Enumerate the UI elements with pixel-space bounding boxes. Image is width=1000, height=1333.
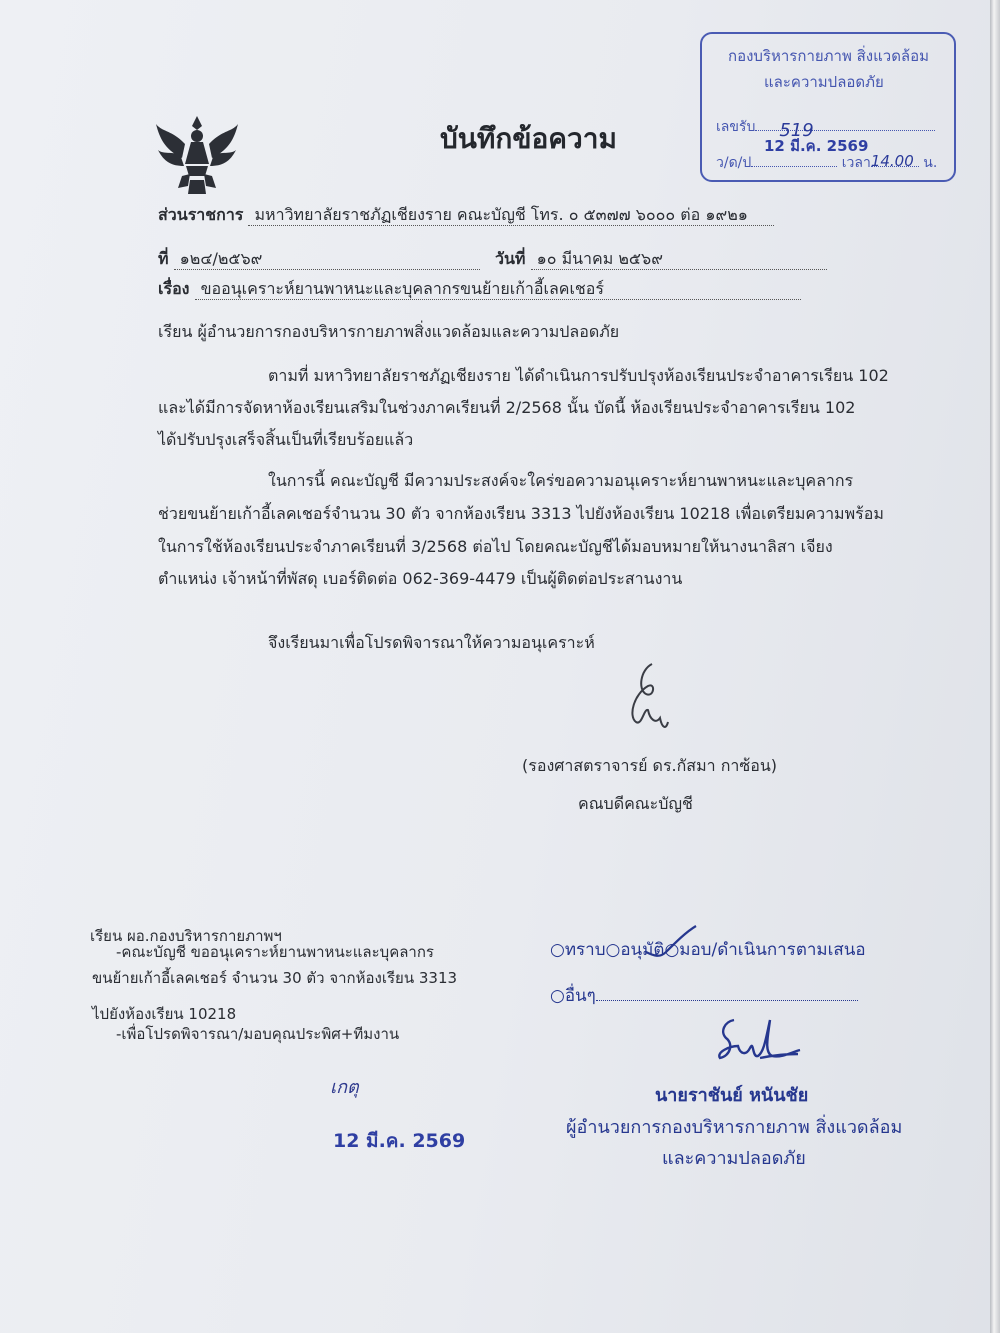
dean-signature-icon: [620, 660, 680, 732]
body-paragraph1-line3: ได้ปรับปรุงเสร็จสิ้นเป็นที่เรียบร้อยแล้ว: [158, 430, 414, 449]
option-approve: ○อนุมัติ: [605, 940, 665, 960]
subject-value: ขออนุเคราะห์ยานพาหนะและบุคลากรขนย้ายเก้าอี้เลคเชอร์: [195, 279, 801, 300]
endorsement-date: 12 มี.ค. 2569: [333, 1130, 466, 1152]
reference-row: [158, 249, 480, 270]
body-paragraph2-line3: ในการใช้ห้องเรียนประจำภาคเรียนที่ 3/2568 ต่อไป โดยคณะบัญชีได้มอบหมายให้นางนาลิสา เจียง: [158, 537, 833, 556]
endorsement-line4: ไปยังห้องเรียน 10218: [92, 1005, 237, 1023]
subject-row: [158, 279, 801, 300]
body-paragraph2-line2: ช่วยขนย้ายเก้าอี้เลคเชอร์จำนวน 30 ตัว จากห้องเรียน 3313 ไปยังห้องเรียน 10218 เพื่อเตรียมความพร้อม: [158, 504, 884, 523]
director-signature-icon: [712, 1012, 804, 1068]
body-paragraph1-line1: ตามที่ มหาวิทยาลัยราชภัฏเชียงราย ได้ดำเนินการปรับปรุงห้องเรียนประจำอาคารเรียน 102: [268, 366, 889, 385]
date-label: วันที่: [495, 249, 526, 268]
director-name: นายราชันย์ หนันชัย: [655, 1085, 809, 1106]
date-row: [495, 249, 827, 270]
dean-name: (รองศาสตราจารย์ ดร.กัสมา กาซ้อน): [522, 756, 778, 775]
stamp-time-value: 14.00: [870, 152, 914, 170]
endorsement-line3: ขนย้ายเก้าอี้เลคเชอร์ จำนวน 30 ตัว จากห้องเรียน 3313: [92, 969, 458, 987]
body-paragraph1-line2: และได้มีการจัดหาห้องเรียนเสริมในช่วงภาคเรียนที่ 2/2568 นั้น บัดนี้ ห้องเรียนประจำอาคารเรียน 102: [158, 398, 856, 417]
decision-options: [550, 940, 866, 960]
endorsement-line5: -เพื่อโปรดพิจารณา/มอบคุณประพิศ+ทีมงาน: [116, 1025, 400, 1043]
endorsement-initials: เกตุ: [330, 1077, 359, 1098]
option-assign: ○มอบ/ดำเนินการตามเสนอ: [664, 940, 866, 960]
agency-row: [158, 205, 774, 226]
dean-position: คณบดีคณะบัญชี: [578, 794, 693, 813]
body-paragraph2-line1: ในการนี้ คณะบัญชี มีความประสงค์จะใคร่ขอความอนุเคราะห์ยานพาหนะและบุคลากร: [268, 471, 854, 490]
closing-line: จึงเรียนมาเพื่อโปรดพิจารณาให้ความอนุเคราะห์: [268, 633, 595, 652]
subject-label: เรื่อง: [158, 279, 190, 298]
paper-edge: [990, 0, 1000, 1333]
agency-label: ส่วนราชการ: [158, 205, 244, 224]
reference-value: ๑๒๔/๒๕๖๙: [174, 249, 480, 270]
director-position-line1: ผู้อำนวยการกองบริหารกายภาพ สิ่งแวดล้อม: [566, 1117, 903, 1138]
stamp-receive-label: เลขรับ: [716, 119, 756, 135]
garuda-emblem-icon: [152, 110, 242, 200]
approve-checkmark-icon: [640, 922, 700, 962]
reference-label: ที่: [158, 249, 169, 268]
option-acknowledge: ○ทราบ: [550, 940, 606, 960]
stamp-org-line2: และความปลอดภัย: [764, 73, 884, 91]
stamp-date-row: [716, 152, 937, 174]
stamp-receive-number: 519: [779, 120, 814, 141]
stamp-date: 12 มี.ค. 2569: [764, 137, 869, 155]
endorsement-line1: เรียน ผอ.กองบริหารกายภาพฯ: [90, 927, 282, 945]
stamp-time-suffix: น.: [923, 155, 938, 171]
date-value: ๑๐ มีนาคม ๒๕๖๙: [531, 249, 827, 270]
director-position-line2: และความปลอดภัย: [662, 1148, 806, 1169]
option-other: ○อื่นๆ: [550, 986, 596, 1006]
body-paragraph2-line4: ตำแหน่ง เจ้าหน้าที่พัสดุ เบอร์ติดต่อ 062-369-4479 เป็นผู้ติดต่อประสานงาน: [158, 569, 683, 588]
agency-value: มหาวิทยาลัยราชภัฏเชียงราย คณะบัญชี โทร. ๐ ๕๓๗๗ ๖๐๐๐ ต่อ ๑๙๒๑: [248, 205, 774, 226]
receiving-stamp: [700, 32, 956, 182]
memo-title: บันทึกข้อความ: [440, 122, 617, 155]
decision-other-row: [550, 986, 858, 1006]
stamp-date-label: ว/ด/ป: [716, 155, 752, 171]
stamp-time-label: เวลา: [841, 155, 871, 171]
salutation: เรียน ผู้อำนวยการกองบริหารกายภาพสิ่งแวดล้อมและความปลอดภัย: [158, 322, 620, 341]
endorsement-line2: -คณะบัญชี ขออนุเคราะห์ยานพาหนะและบุคลากร: [116, 943, 434, 961]
stamp-org-line1: กองบริหารกายภาพ สิ่งแวดล้อม: [728, 47, 930, 65]
